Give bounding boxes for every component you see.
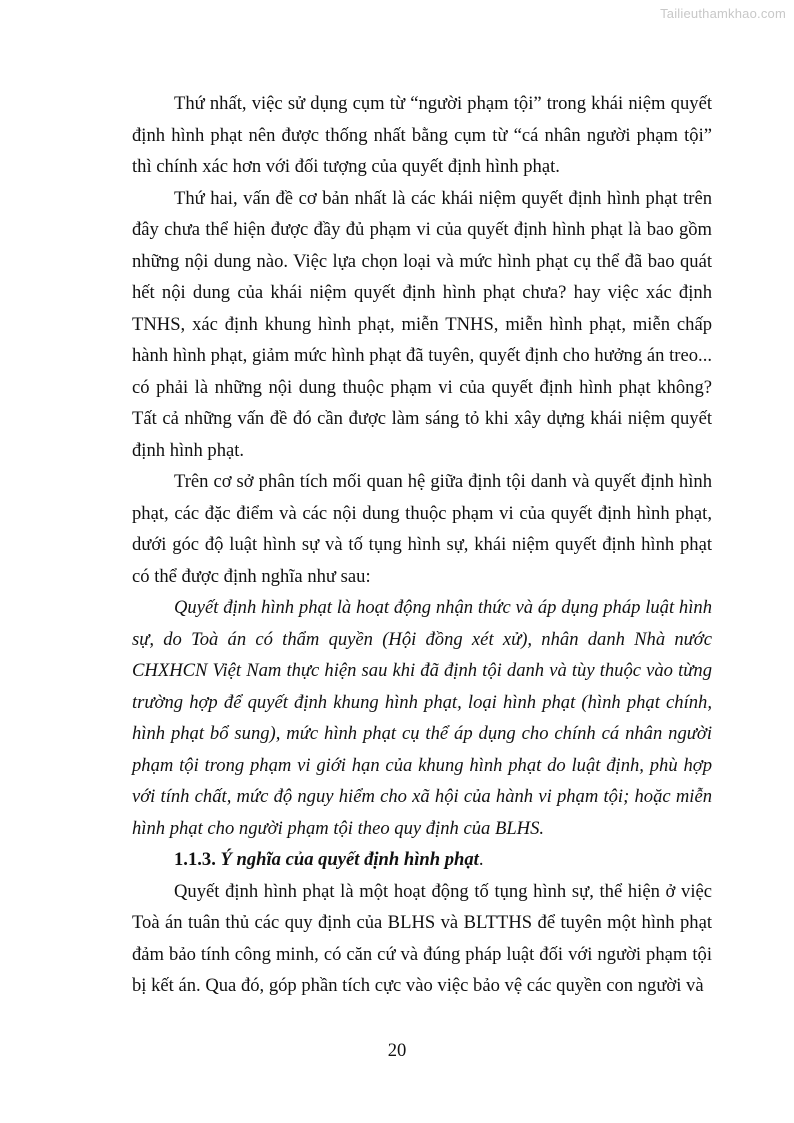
section-heading [132,844,712,876]
section-number: 1.1.3. [174,849,216,870]
section-title: Ý nghĩa của quyết định hình phạt [220,849,479,870]
watermark: Tailieuthamkhao.com [660,6,786,21]
definition-paragraph: Quyết định hình phạt là hoạt động nhận thức và áp dụng pháp luật hình sự, do Toà án có thẩm quyền (Hội đồng xét xử), nhân danh Nhà nước CHXHCN Việt Nam thực hiện sau khi đã định tội danh và tùy thuộc vào từng trường hợp để quyết định khung hình phạt, loại hình phạt (hình phạt chính, hình phạt bổ sung), mức hình phạt cụ thể áp dụng cho chính cá nhân người phạm tội trong phạm vi giới hạn của khung hình phạt do luật định, phù hợp với tính chất, mức độ nguy hiểm cho xã hội của hành vi phạm tội; hoặc miễn hình phạt cho người phạm tội theo quy định của BLHS. [132,597,712,839]
paragraph-significance: Quyết định hình phạt là một hoạt động tố tụng hình sự, thể hiện ở việc Toà án tuân thủ các quy định của BLHS và BLTTHS để tuyên một hình phạt đảm bảo tính công minh, có căn cứ và đúng pháp luật đối với người phạm tội bị kết án. Qua đó, góp phần tích cực vào việc bảo vệ các quyền con người và [132,880,712,996]
paragraph-definition-intro: Trên cơ sở phân tích mối quan hệ giữa định tội danh và quyết định hình phạt, các đặc điểm và các nội dung thuộc phạm vi của quyết định hình phạt, dưới góc độ luật hình sự và tố tụng hình sự, khái niệm quyết định hình phạt có thể được định nghĩa như sau: [132,471,712,587]
paragraph-second-point: Thứ hai, vấn đề cơ bản nhất là các khái niệm quyết định hình phạt trên đây chưa thể hiện được đầy đủ phạm vi của quyết định hình phạt là bao gồm những nội dung nào. Việc lựa chọn loại và mức hình phạt cụ thể đã bao quát hết nội dung của khái niệm quyết định hình phạt chưa? hay việc xác định TNHS, xác định khung hình phạt, miễn TNHS, miễn hình phạt, miễn chấp hành hình phạt, giảm mức hình phạt đã tuyên, quyết định cho hưởng án treo... có phải là những nội dung thuộc phạm vi của quyết định hình phạt không? Tất cả những vấn đề đó cần được làm sáng tỏ khi xây dựng khái niệm quyết định hình phạt. [132,187,712,461]
page-body [132,88,712,1002]
paragraph-first-point: Thứ nhất, việc sử dụng cụm từ “người phạm tội” trong khái niệm quyết định hình phạt nên được thống nhất bằng cụm từ “cá nhân người phạm tội” thì chính xác hơn với đối tượng của quyết định hình phạt. [132,93,712,177]
page-number: 20 [387,1040,407,1061]
section-title-suffix: . [478,849,484,870]
